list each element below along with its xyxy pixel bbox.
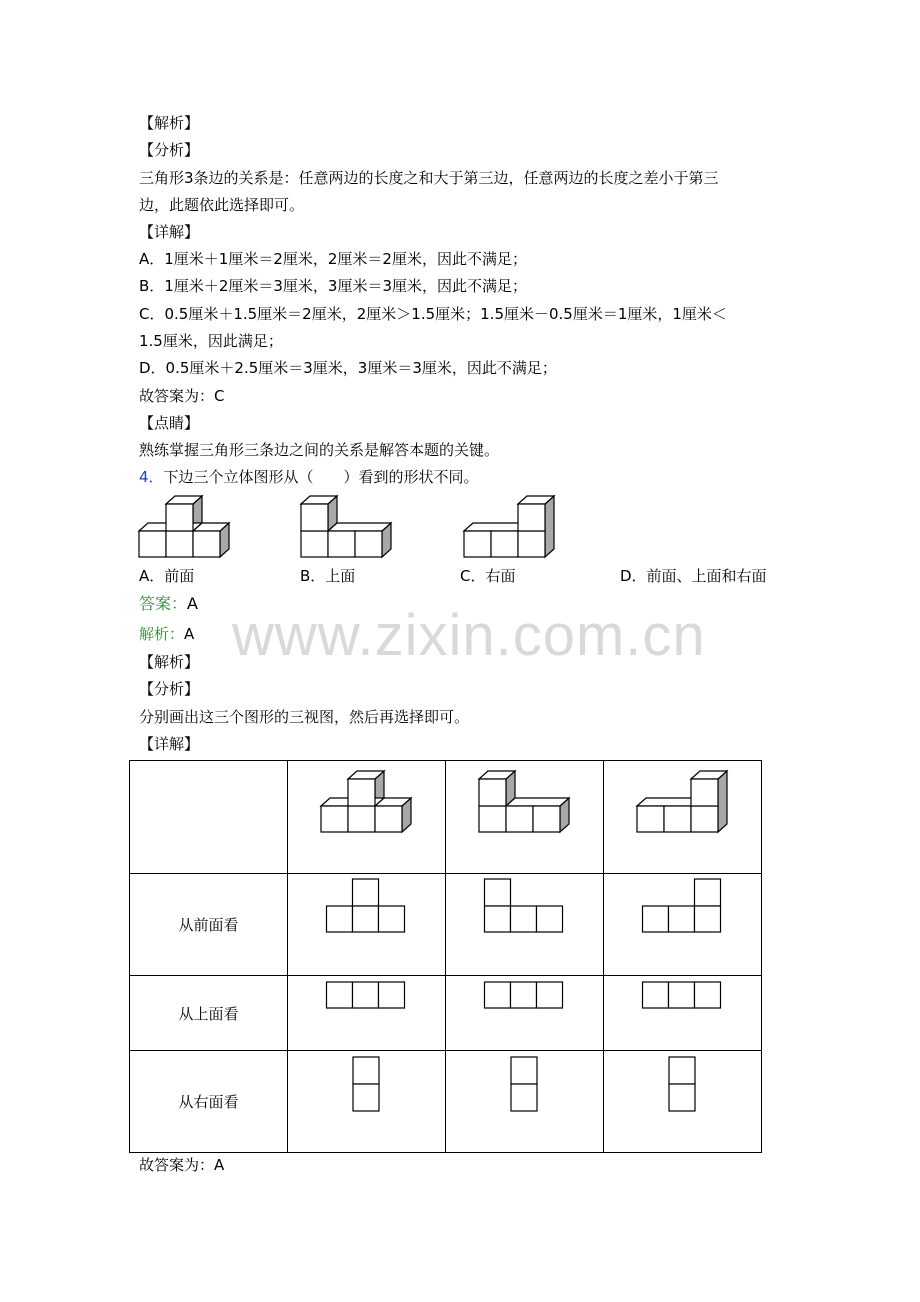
top-view-1 [288, 976, 446, 1051]
q4-tag-xiangjie: 【详解】 [139, 735, 200, 753]
analysis-line-2: 边，此题依此选择即可。 [139, 196, 305, 214]
detail-b: B．1厘米＋2厘米＝3厘米，3厘米＝3厘米，因此不满足； [139, 277, 528, 295]
right-view-1 [288, 1051, 446, 1153]
front-view-3-drawing [642, 878, 724, 934]
table-solid-figure-1 [321, 769, 416, 835]
table-cell-figure-3 [604, 761, 762, 874]
tag-dianjing: 【点睛】 [139, 414, 200, 432]
tag-xiangjie: 【详解】 [139, 223, 200, 241]
solid-figure-3 [464, 494, 559, 560]
table-corner-cell [130, 761, 288, 874]
q4-tag-fenxi: 【分析】 [139, 680, 200, 698]
q4-tag-jiexi: 【解析】 [139, 653, 200, 671]
detail-c-line-1: C．0.5厘米＋1.5厘米＝2厘米，2厘米＞1.5厘米；1.5厘米－0.5厘米＝1厘米，1厘米＜ [139, 305, 727, 323]
top-view-2 [446, 976, 604, 1051]
solid-figure-2 [301, 494, 396, 560]
solid-figure-1 [139, 494, 234, 560]
answer-label: 答案： [139, 594, 188, 613]
option-a: A．前面 [139, 567, 195, 585]
front-view-2-drawing [484, 878, 566, 934]
tag-fenxi: 【分析】 [139, 141, 200, 159]
question-4-stem [139, 467, 479, 487]
table-row [130, 874, 762, 976]
final-answer: 故答案为：A [139, 1156, 225, 1174]
watermark: www.zixin.com.cn [232, 603, 706, 668]
front-view-3 [604, 874, 762, 976]
row-label-front: 从前面看 [130, 874, 288, 976]
table-row [130, 1051, 762, 1153]
answer-value: A [187, 594, 198, 613]
jiexi-line [139, 624, 194, 644]
front-view-2 [446, 874, 604, 976]
detail-a: A．1厘米＋1厘米＝2厘米，2厘米＝2厘米，因此不满足； [139, 250, 527, 268]
top-view-1-drawing [326, 981, 408, 1011]
right-view-3 [604, 1051, 762, 1153]
jiexi-label: 解析： [139, 625, 185, 643]
detail-d: D．0.5厘米＋2.5厘米＝3厘米，3厘米＝3厘米，因此不满足； [139, 359, 557, 377]
q4-fenxi-text: 分别画出这三个图形的三视图，然后再选择即可。 [139, 708, 470, 726]
front-view-1-drawing [326, 878, 408, 934]
top-view-3 [604, 976, 762, 1051]
table-solid-figure-2 [479, 769, 574, 835]
right-view-3-drawing [668, 1056, 698, 1114]
option-d: D．前面、上面和右面 [620, 567, 767, 585]
tag-jiexi: 【解析】 [139, 114, 200, 132]
jiexi-value: A [184, 625, 195, 643]
prev-answer: 故答案为：C [139, 387, 225, 405]
right-view-2-drawing [510, 1056, 540, 1114]
right-view-2 [446, 1051, 604, 1153]
question-number: 4． [139, 468, 164, 486]
dianjing-text: 熟练掌握三角形三条边之间的关系是解答本题的关键。 [139, 441, 500, 459]
answer-line [139, 594, 198, 614]
top-view-2-drawing [484, 981, 566, 1011]
detail-c-line-2: 1.5厘米，因此满足； [139, 332, 283, 350]
three-views-table [129, 760, 762, 1153]
table-cell-figure-1 [288, 761, 446, 874]
analysis-line-1: 三角形3条边的关系是：任意两边的长度之和大于第三边，任意两边的长度之差小于第三 [139, 169, 719, 187]
row-label-right: 从右面看 [130, 1051, 288, 1153]
right-view-1-drawing [352, 1056, 382, 1114]
option-c: C．右面 [460, 567, 516, 585]
front-view-1 [288, 874, 446, 976]
table-solid-figure-3 [637, 769, 732, 835]
table-row [130, 976, 762, 1051]
top-view-3-drawing [642, 981, 724, 1011]
question-text: 下边三个立体图形从（ ）看到的形状不同。 [163, 468, 479, 486]
table-cell-figure-2 [446, 761, 604, 874]
table-row [130, 761, 762, 874]
option-b: B．上面 [300, 567, 356, 585]
row-label-top: 从上面看 [130, 976, 288, 1051]
